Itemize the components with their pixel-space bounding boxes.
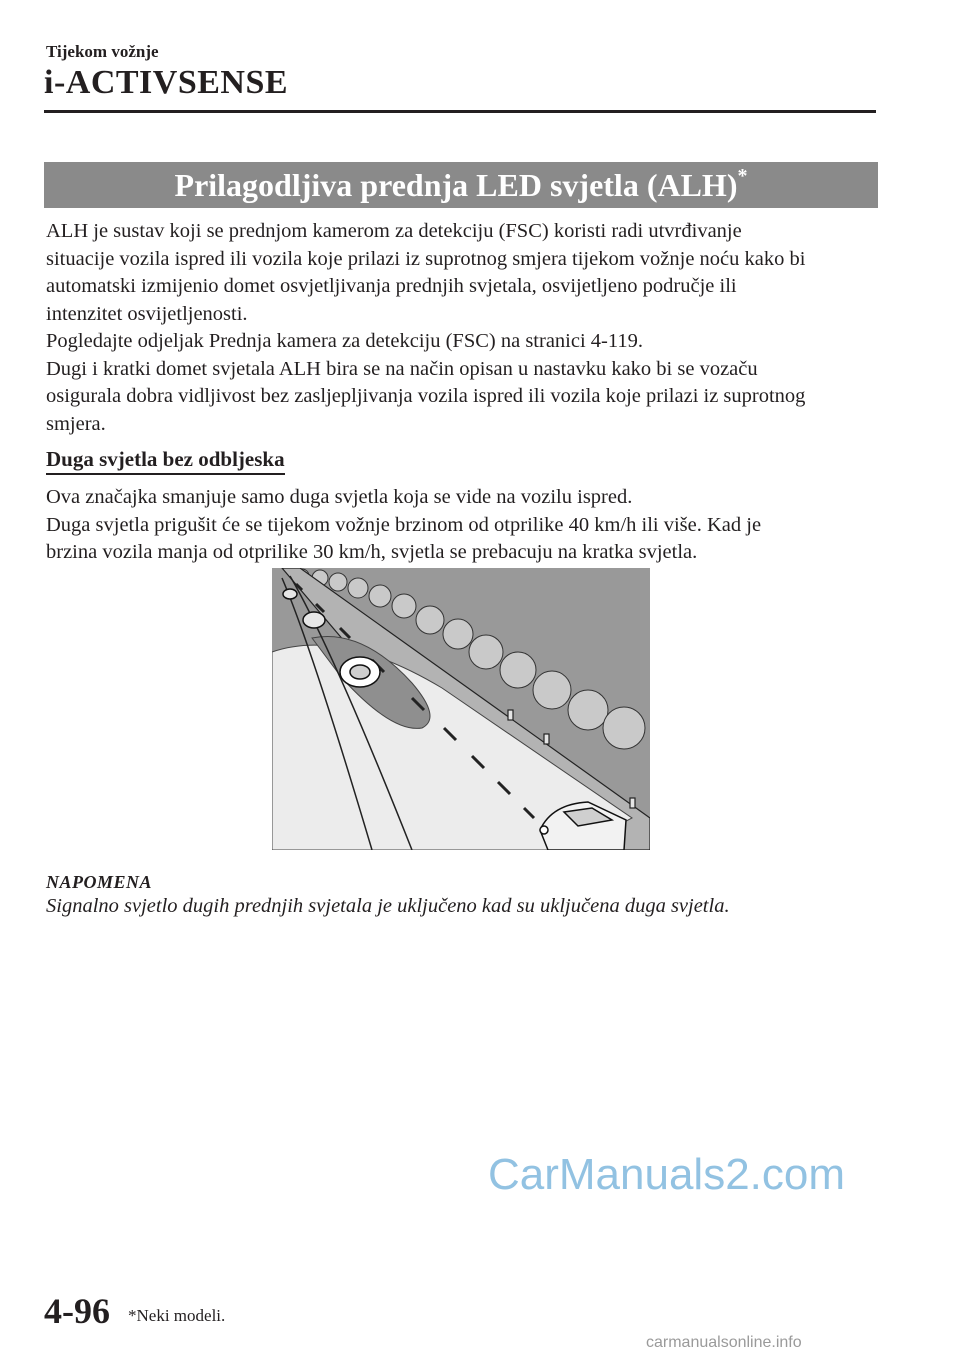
subsection-line: brzina vozila manja od otprilike 30 km/h, svjetla se prebacuju na kratka svjetla. [46, 541, 698, 563]
footer-site-watermark[interactable]: carmanualsonline.info [646, 1334, 802, 1351]
page-number: 4-96 [44, 1291, 110, 1331]
intro-paragraph [46, 218, 886, 438]
intro-line: situacije vozila ispred ili vozila koje prilazi iz suprotnog smjera tijekom vožnje noću kako bi [46, 247, 806, 270]
watermark-logo[interactable]: CarManuals2.com [488, 1150, 846, 1199]
intro-line: intenzitet osvijetljenosti. [46, 302, 248, 325]
footnote: *Neki modeli. [128, 1306, 226, 1325]
intro-line: osigurala dobra vidljivost bez zasljepljivanja vozila ispred ili vozila koje prilazi iz suprotnog [46, 385, 806, 407]
header-divider [44, 110, 876, 113]
subsection-paragraph [46, 484, 886, 567]
model-footnote-marker: * [737, 165, 748, 187]
page-title: Prilagodljiva prednja LED svjetla (ALH) [174, 167, 738, 203]
subsection-heading: Duga svjetla bez odbljeska [46, 446, 285, 475]
note-label: NAPOMENA [46, 872, 153, 892]
note-text: Signalno svjetlo dugih prednjih svjetala je uključeno kad su uključena duga svjetla. [46, 895, 730, 917]
subsection-line: Ova značajka smanjuje samo duga svjetla koja se vide na vozilu ispred. [46, 486, 633, 508]
section-label: Tijekom vožnje [46, 42, 159, 61]
intro-line: smjera. [46, 412, 106, 435]
intro-line: Dugi i kratki domet svjetala ALH bira se na način opisan u nastavku kako bi se vozaču [46, 357, 758, 380]
intro-line: Pogledajte odjeljak Prednja kamera za detekciju (FSC) na stranici 4-119. [46, 330, 643, 352]
chapter-title: i-ACTIVSENSE [44, 64, 289, 101]
page-title-banner [44, 162, 878, 208]
intro-line: automatski izmijenio domet osvjetljivanja prednjih svjetala, osvijetljeno područje ili [46, 275, 737, 297]
glare-free-high-beam-illustration [272, 568, 650, 850]
subsection-line: Duga svjetla prigušit će se tijekom vožnje brzinom od otprilike 40 km/h ili više. Kad je [46, 513, 762, 536]
intro-line: ALH je sustav koji se prednjom kamerom za detekciju (FSC) koristi radi utvrđivanje [46, 220, 742, 242]
